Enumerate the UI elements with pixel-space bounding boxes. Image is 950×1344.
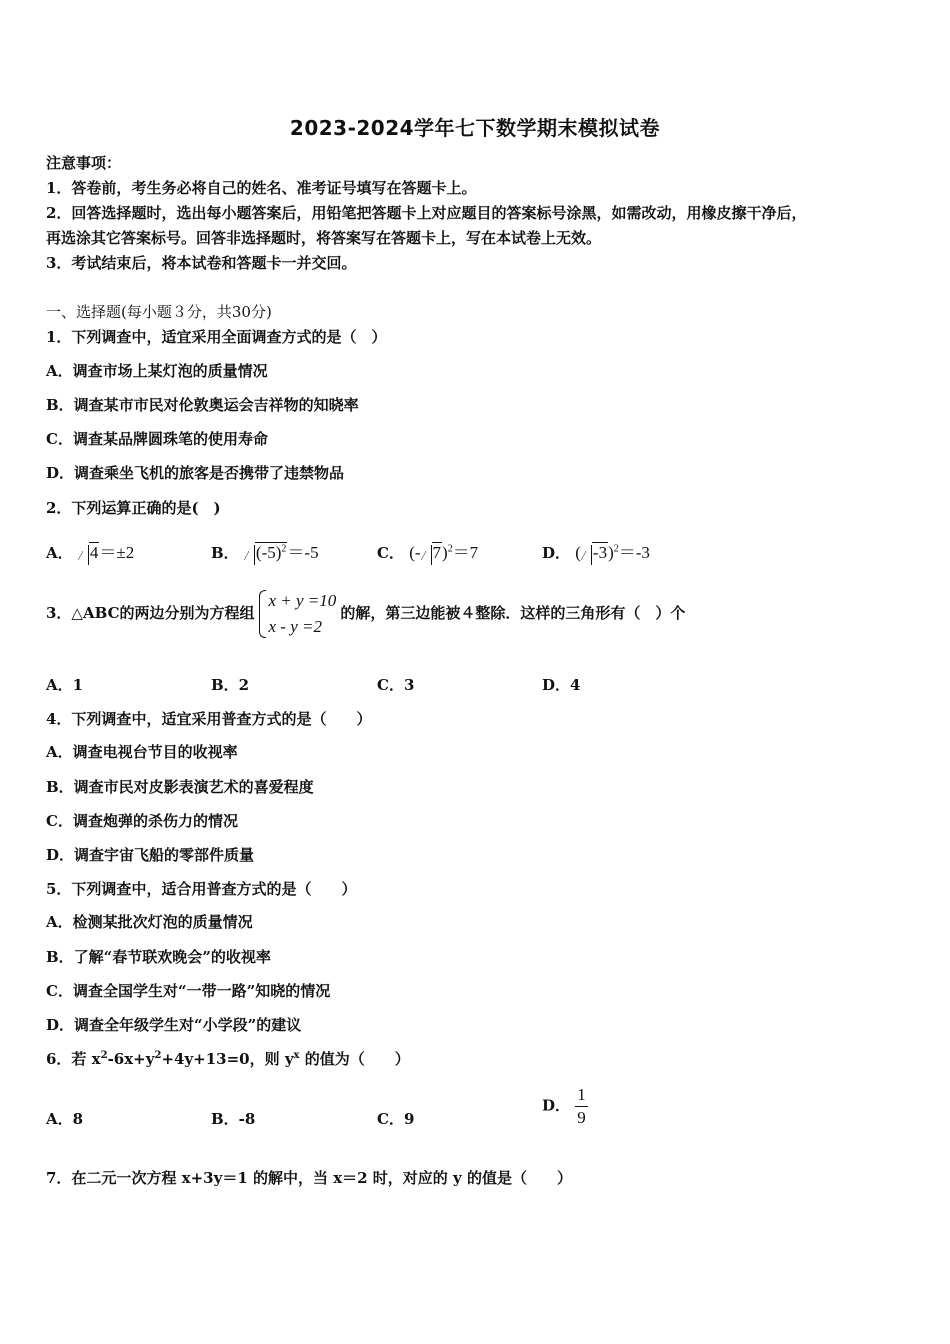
- option-label: A．: [46, 544, 73, 562]
- question-1-option-b: B．调查某市市民对伦敦奥运会吉祥物的知晓率: [46, 396, 359, 414]
- exponent: x: [293, 1050, 300, 1061]
- question-4-option-a: A．调查电视台节目的收视率: [46, 743, 238, 761]
- equation-rhs: ＝7: [452, 543, 479, 562]
- question-5-option-b: B．了解“春节联欢晚会”的收视率: [46, 948, 271, 966]
- note-item: 再选涂其它答案标号。回答非选择题时，将答案写在答题卡上，写在本试卷上无效。: [46, 229, 602, 247]
- paren-close: ): [442, 543, 448, 562]
- question-1-stem: 1．下列调查中，适宜采用全面调查方式的是（ ）: [46, 328, 387, 346]
- question-1-option-c: C．调查某品牌圆珠笔的使用寿命: [46, 430, 268, 448]
- question-4-stem: 4．下列调查中，适宜采用普查方式的是（ ）: [46, 710, 372, 728]
- numerator: 1: [575, 1084, 588, 1107]
- question-4-option-c: C．调查炮弹的杀伤力的情况: [46, 812, 238, 830]
- question-6-option-c: C．9: [377, 1110, 415, 1128]
- question-1-option-d: D．调查乘坐飞机的旅客是否携带了违禁物品: [46, 464, 345, 482]
- option-label: D．: [542, 544, 571, 562]
- stem-text: -6x+y: [107, 1050, 155, 1068]
- page-title: 2023-2024学年七下数学期末模拟试卷: [289, 116, 661, 140]
- question-6-stem: [46, 1048, 410, 1069]
- stem-text: 3．△ABC的两边分别为方程组: [46, 604, 255, 622]
- question-5-option-c: C．调查全国学生对“一带一路”知晓的情况: [46, 982, 331, 1000]
- exponent: 2: [447, 543, 453, 555]
- equation-1: x + y =10: [268, 591, 337, 610]
- note-item: 3．考试结束后，将本试卷和答题卡一并交回。: [46, 254, 357, 272]
- question-6-option-a: A．8: [46, 1110, 84, 1128]
- question-2-stem: 2．下列运算正确的是( ): [46, 499, 221, 517]
- paren-open: (: [575, 543, 581, 562]
- equation-system: [259, 588, 337, 640]
- option-label: B．: [211, 544, 239, 562]
- radicand: (-5): [255, 543, 282, 562]
- question-5-stem: 5．下列调查中，适合用普查方式的是（ ）: [46, 880, 357, 898]
- stem-text: +4y+13=0，则 y: [161, 1050, 294, 1068]
- stem-text: 6．若 x: [46, 1050, 101, 1068]
- question-5-option-d: D．调查全年级学生对“小学段”的建议: [46, 1016, 302, 1034]
- question-6-option-d: [542, 1084, 588, 1129]
- question-5-option-a: A．检测某批次灯泡的质量情况: [46, 913, 253, 931]
- question-3-option-d: D．4: [542, 676, 581, 694]
- question-3-option-a: A．1: [46, 676, 84, 694]
- stem-text: 的值为（ ）: [299, 1050, 410, 1068]
- radicand: 7: [432, 543, 442, 562]
- question-2-option-a: [46, 538, 134, 563]
- question-2-option-d: [542, 538, 650, 563]
- paren-open: (-: [409, 543, 421, 562]
- equation-2: x - y =2: [268, 617, 322, 636]
- equation-rhs: ＝-5: [287, 543, 319, 562]
- paren-close: ): [608, 543, 614, 562]
- question-3-option-c: C．3: [377, 676, 415, 694]
- radicand: 4: [89, 543, 99, 562]
- exponent: 2: [154, 1050, 162, 1061]
- question-3-stem: [46, 588, 685, 640]
- fraction: [575, 1084, 588, 1129]
- radicand: -3: [592, 543, 608, 562]
- note-item: 2．回答选择题时，选出每小题答案后，用铅笔把答题卡上对应题目的答案标号涂黑，如需改动，用橡皮擦干净后，: [46, 204, 807, 222]
- option-label: C．: [377, 544, 404, 562]
- stem-text: 的解，第三边能被４整除．这样的三角形有（ ）个: [340, 604, 686, 622]
- question-2-option-b: [211, 538, 319, 563]
- question-3-option-b: B．2: [211, 676, 250, 694]
- equation-rhs: ＝±2: [99, 543, 135, 562]
- exponent: 2: [281, 543, 287, 555]
- question-7-stem: 7．在二元一次方程 x+3y＝1 的解中，当 x＝2 时，对应的 y 的值是（ ）: [46, 1169, 572, 1187]
- exponent: 2: [100, 1050, 108, 1061]
- section-heading: 一、选择题(每小题３分，共30分): [46, 303, 272, 321]
- question-4-option-d: D．调查宇宙飞船的零部件质量: [46, 846, 255, 864]
- option-label: D．: [542, 1096, 571, 1115]
- question-4-option-b: B．调查市民对皮影表演艺术的喜爱程度: [46, 778, 314, 796]
- question-2-option-c: [377, 538, 478, 563]
- notes-heading: 注意事项：: [46, 154, 122, 172]
- denominator: 9: [577, 1108, 586, 1127]
- note-item: 1．答卷前，考生务必将自己的姓名、准考证号填写在答题卡上。: [46, 179, 477, 197]
- equation-rhs: ＝-3: [618, 543, 650, 562]
- exponent: 2: [613, 543, 619, 555]
- question-1-option-a: A．调查市场上某灯泡的质量情况: [46, 362, 268, 380]
- question-6-option-b: B．-8: [211, 1110, 256, 1128]
